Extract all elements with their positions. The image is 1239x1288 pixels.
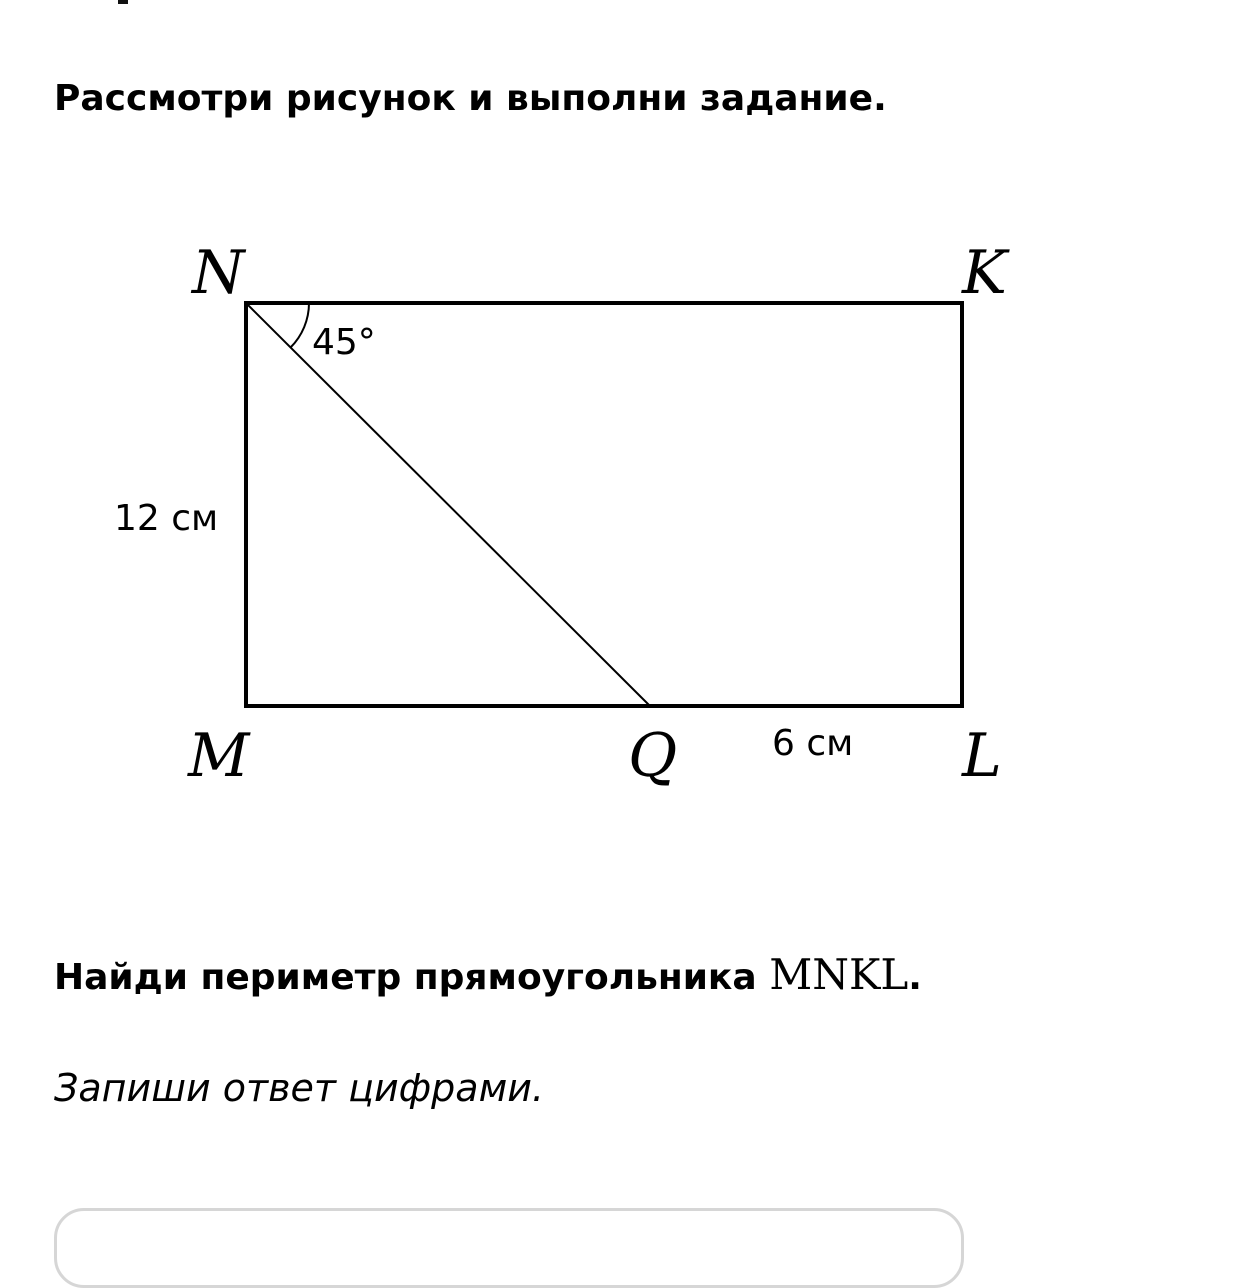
answer-input[interactable] xyxy=(54,1208,964,1288)
vertex-label-l: L xyxy=(962,721,1002,791)
question-text: Найди периметр прямоугольника xyxy=(54,957,770,998)
question-math-mnkl: MNKL xyxy=(769,950,909,999)
vertex-label-q: Q xyxy=(628,721,678,791)
task-instruction: Рассмотри рисунок и выполни задание. xyxy=(54,78,887,119)
vertex-label-k: K xyxy=(962,238,1007,308)
angle-arc-n xyxy=(291,303,310,348)
segment-nq xyxy=(246,303,650,706)
angle-label: 45° xyxy=(312,322,376,363)
vertex-label-n: N xyxy=(192,238,245,308)
question-end: . xyxy=(908,957,922,998)
segment-ql-length-label: 6 см xyxy=(772,723,854,764)
side-nm-length-label: 12 см xyxy=(114,498,219,539)
answer-hint: Запиши ответ цифрами. xyxy=(54,1066,545,1110)
rectangle-mnkl xyxy=(246,303,962,706)
vertex-label-m: M xyxy=(188,721,250,791)
question xyxy=(54,950,922,999)
